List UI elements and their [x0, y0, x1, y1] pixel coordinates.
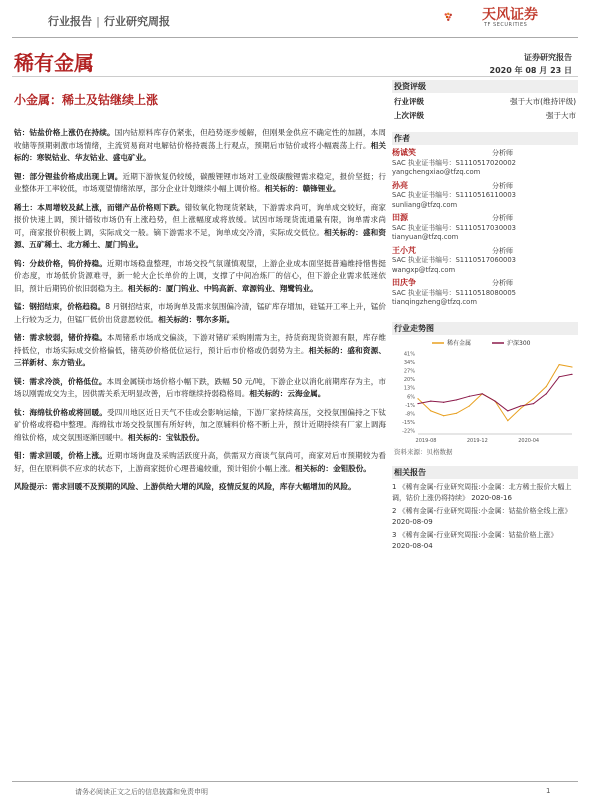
industry-rating-label: 行业评级	[394, 97, 424, 106]
related-report-2[interactable]: 2 《稀有金属-行业研究周报:小金属：钴盐价格全线上涨》 2020-08-09	[392, 507, 572, 526]
author-name: 孙亮	[392, 180, 408, 190]
paragraph-body: 本周金属镁市场价格小幅下跌，跌幅 50 元/吨，下游企业以消化前期库存为主，市场以刚需成交为主，因供需关系无明显改善，后市将继续持弱稳格局。	[14, 376, 387, 398]
risk-warning: 风险提示：需求回暖不及预期的风险、上游供给大增的风险，疫情反复的风险，库存大幅增加的风险。	[14, 482, 356, 491]
paragraph-5	[14, 301, 386, 326]
y-tick-label: 6%	[407, 394, 415, 401]
related-stocks-label: 相关标的：	[127, 432, 166, 442]
authors-heading: 作者	[392, 132, 578, 145]
related-report-3[interactable]: 3 《稀有金属-行业研究周报:小金属：钴盐价格上涨》 2020-08-04	[392, 531, 558, 550]
related-report-1[interactable]: 1 《稀有金属-行业研究周报:小金属：北方稀土报价大幅上调，钴价上涨仍将持续》 2020-08-16	[392, 483, 572, 502]
authors-list	[392, 148, 580, 308]
chart-section	[392, 322, 580, 335]
page-number: 1	[546, 787, 551, 795]
y-tick-label: 27%	[403, 368, 415, 375]
data-point	[443, 402, 444, 403]
paragraph-body: 近期市场询盘及采购活跃度升高，供需双方商谈气氛尚可，商家对后市预期较为看好，但在原料供不应求的状态下，上游商家挺价心理普遍较重，预计钼价小幅上涨。	[14, 451, 387, 473]
data-point	[571, 366, 572, 367]
data-point	[546, 386, 547, 387]
paragraph-lead: 稀土：本周增较及弑上涨，而镨产品价格则下跌。	[14, 202, 185, 212]
x-tick-label: 2020-04	[518, 438, 540, 444]
related-heading: 相关报告	[392, 466, 578, 479]
data-point	[417, 403, 418, 404]
related-stocks-label: 相关标的：	[158, 314, 197, 324]
paragraph-8	[14, 407, 386, 445]
related-stocks: 盛和资源、五矿稀土、北方稀土、厦门钨业。	[14, 227, 387, 249]
data-point	[456, 413, 457, 414]
related-stocks: 寒锐钴业、华友钴业、盛屯矿业。	[36, 153, 151, 162]
author-email[interactable]: tianyuan@tfzq.com	[392, 233, 459, 241]
related-list	[392, 482, 580, 552]
author-name: 杨诚笑	[392, 148, 416, 157]
paragraph-2	[14, 171, 386, 196]
related-stocks-label: 相关标的：	[264, 184, 303, 193]
data-point	[571, 374, 572, 375]
author-entry	[392, 148, 580, 178]
author-cert: SAC 执业证书编号：S1110517030003	[392, 223, 516, 232]
industry-rating-row	[392, 96, 578, 107]
document-title: 稀有金属	[14, 51, 94, 75]
header-nav	[48, 13, 170, 29]
paragraph-lead: 钴：钴盐价格上涨仍在持续。	[14, 128, 115, 137]
data-point	[430, 410, 431, 411]
related-stocks: 云海金属。	[287, 389, 326, 398]
related-stocks: 金钼股份。	[332, 463, 371, 473]
paragraph-9	[14, 450, 386, 475]
industry-rating-value: 强于大市(维持评级)	[510, 97, 576, 106]
data-point	[533, 398, 534, 399]
footer-disclaimer: 请务必阅读正文之后的信息披露和免责申明	[75, 788, 208, 796]
author-cert: SAC 执业证书编号：S1110517020002	[392, 158, 516, 167]
chart-heading: 行业走势图	[392, 322, 578, 335]
related-stocks-label: 相关标的：	[127, 283, 166, 293]
author-email[interactable]: sunliang@tfzq.com	[392, 200, 458, 209]
series-line-rare-metals	[418, 365, 572, 421]
data-point	[443, 415, 444, 416]
paragraph-6	[14, 332, 386, 370]
chart-source: 资料来源：贝格数据	[394, 448, 453, 456]
data-point	[559, 364, 560, 365]
industry-trend-chart	[392, 336, 578, 448]
data-point	[430, 401, 431, 402]
data-point	[494, 401, 495, 402]
y-tick-label: -22%	[402, 428, 415, 435]
data-point	[546, 393, 547, 394]
report-type: 证券研究报告	[524, 53, 572, 62]
paragraph-3	[14, 202, 386, 252]
paragraph-lead: 钛：海绵钛价格或将回暖。	[14, 407, 108, 417]
paragraph-body: 8 月钢招结束，市场询单及需求氛围偏冷清，锰矿库存增加，硅锰开工率上升，锰价上行较为乏力，但锰厂低价出货意愿较低。	[14, 302, 386, 324]
author-entry	[392, 278, 580, 308]
paragraph-4	[14, 258, 386, 296]
author-role: 分析师	[492, 246, 513, 255]
author-role: 分析师	[492, 279, 513, 287]
paragraph-lead: 锂：部分锂盐价格成出现上调。	[14, 171, 123, 181]
data-point	[507, 410, 508, 411]
author-role: 分析师	[492, 149, 513, 157]
author-cert: SAC 执业证书编号：S1110516110003	[392, 191, 516, 199]
related-stocks: 宝钛股份。	[165, 432, 204, 442]
author-cert: SAC 执业证书编号：S1110517060003	[392, 256, 516, 264]
data-point	[533, 403, 534, 404]
y-tick-label: -8%	[405, 411, 415, 418]
paragraph-body: 近期市场稳盘整理，市场交投气氛谨慎观望，上游企业成本面坚挺普遍维持惜售挺价态度，市场低价货源难寻，新一轮大企长单价的上调，支撑了中间冶炼厂的信心，但下游企业需求低迷依旧，预计后期钨价依旧弱稳为主。	[14, 258, 387, 293]
prev-rating-row	[392, 110, 578, 121]
related-stocks: 厦门钨业、中钨高新、章源钨业、翔鹭钨业。	[165, 283, 318, 293]
author-entry	[392, 213, 580, 243]
author-email[interactable]: wangxp@tfzq.com	[392, 265, 456, 274]
rating-heading: 投资评级	[392, 80, 578, 93]
paragraph-body: 国内钴原料库存仍紧张，但趋势逐步缓解，但刚果金供应不确定性的加剧，本周收储等预期刺激市场情绪，主流贸易商对电解钴价格持震荡上行观点，预期后市钴价或将小幅震荡上行。	[14, 128, 386, 150]
x-tick-label: 2019-08	[415, 438, 437, 444]
rating-section	[392, 80, 580, 121]
author-entry	[392, 181, 580, 211]
data-point	[417, 398, 418, 399]
related-stocks-label: 相关标的：	[249, 389, 288, 398]
paragraph-body: 本周锗系市场成交偏淡，下游对锗矿采购刚需为主，持货商现货资源有限，库存维持低位，市场实际成交价格偏低，锗英砂价格低位运行，预计后市价格或仍弱势为主。	[14, 333, 387, 355]
legend-label-rare-metals: 稀有金属	[447, 340, 472, 347]
y-tick-label: 20%	[403, 377, 415, 384]
data-point	[507, 420, 508, 421]
brand-name: 天风证券	[482, 7, 538, 23]
author-role: 分析师	[492, 181, 513, 190]
author-email[interactable]: tianqingzheng@tfzq.com	[392, 298, 477, 306]
paragraph-7	[14, 376, 386, 401]
paragraph-lead: 锗：需求较弱，锗价持稳。	[14, 333, 108, 342]
brand-logo-icon	[443, 2, 477, 32]
paragraph-lead: 锰：钢招结束，价格趋稳。	[14, 302, 106, 311]
related-stocks-label: 相关标的：	[14, 140, 387, 162]
y-tick-label: 13%	[403, 385, 415, 392]
header-divider	[12, 37, 578, 38]
paragraph-body: 近期下游恢复仍较缓，碳酸锂锂市场对工业级碳酸锂需求稳定，报价坚挺；行业整体开工率较低，市场观望情绪浓厚，部分企业计划继续小幅上调价格。	[14, 171, 386, 193]
data-point	[559, 376, 560, 377]
authors-section	[392, 132, 580, 308]
paragraph-1	[14, 127, 386, 165]
author-email[interactable]: yangchengxiao@tfzq.com	[392, 168, 481, 176]
paragraph-lead: 钼：需求回暖，价格上涨。	[14, 451, 108, 460]
prev-rating-label: 上次评级	[394, 111, 424, 120]
paragraph-body: 镨钕氧化物现货紧缺，下游需求尚可，询单成交较好，商家报价快速上调，预计镨钕市场仍有上涨趋势，但上涨幅度或将放缓。试因市场现货流通量有限，询单需求尚可，商家报价积极上调，实际成交一般。镝下游需求不足，询单成交冷清，实际成交低位。	[14, 202, 387, 237]
author-name: 田庆争	[392, 278, 416, 287]
nav-weekly-report: 行业研究周报	[104, 15, 171, 28]
data-point	[456, 399, 457, 400]
nav-separator: |	[96, 15, 101, 28]
author-name: 田源	[392, 213, 408, 222]
author-role: 分析师	[492, 214, 513, 222]
author-name: 王小芃	[392, 245, 416, 255]
legend-label-csi300: 沪深300	[507, 340, 531, 347]
main-content	[14, 127, 386, 500]
author-cert: SAC 执业证书编号：S1110518080005	[392, 288, 516, 297]
related-stocks: 盛和资源、三祥新材、东方锆业。	[14, 345, 387, 367]
related-section	[392, 466, 580, 552]
series-line-csi300	[418, 374, 572, 411]
paragraph-lead: 镁：需求冷淡，价格低位。	[14, 376, 107, 386]
prev-rating-value: 强于大市	[546, 111, 576, 120]
data-point	[520, 405, 521, 406]
brand-subtitle: TF SECURITIES	[484, 22, 528, 28]
x-tick-label: 2019-12	[466, 438, 488, 444]
nav-industry-report: 行业报告	[48, 15, 92, 28]
data-point	[469, 405, 470, 406]
author-entry	[392, 246, 580, 276]
data-point	[482, 393, 483, 394]
related-stocks-label: 相关标的：	[324, 227, 363, 237]
data-point	[469, 396, 470, 397]
related-stocks: 赣锋锂业。	[302, 184, 341, 193]
report-subtitle: 小金属：稀土及钴继续上涨	[14, 93, 159, 107]
data-point	[520, 408, 521, 409]
paragraph-body: 受四川地区近日天气不佳或会影响运输，下游厂家持续高压，交投氛围偏持之下钛矿价格或将稳中整理。海绵钛市场交投氛围有所好转，加之原辅料价格不断上升，预计近期持续有厂家上调海绵钛价格，成交氛围逐渐回暖中。	[14, 407, 387, 442]
paragraph-lead: 钨：分歧价格，钨价持稳。	[14, 258, 108, 268]
title-divider	[12, 76, 578, 77]
y-tick-label: -1%	[405, 402, 415, 409]
report-date: 2020 年 08 月 23 日	[489, 66, 572, 75]
related-stocks-label: 相关标的：	[308, 345, 348, 355]
related-stocks-label: 相关标的：	[294, 463, 333, 473]
y-tick-label: -15%	[402, 419, 415, 426]
related-stocks: 鄂尔多斯。	[196, 314, 235, 324]
y-tick-label: 41%	[403, 351, 415, 358]
y-tick-label: 34%	[403, 360, 415, 367]
footer-divider	[12, 781, 578, 782]
